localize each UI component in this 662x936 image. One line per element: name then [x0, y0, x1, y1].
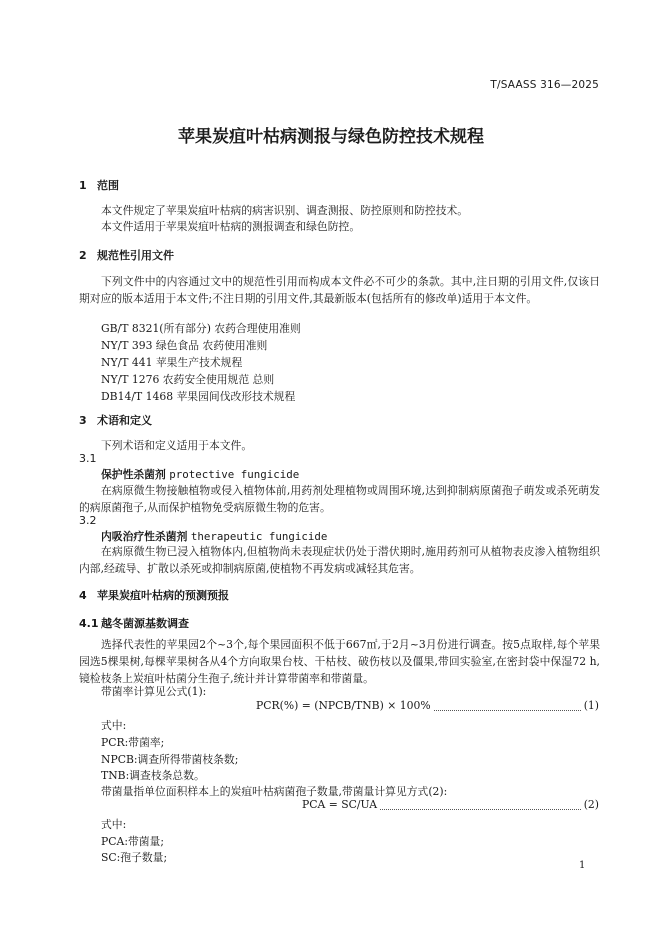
section-title: 苹果炭疽叶枯病的预测预报 — [97, 589, 229, 602]
formula-intro: 带菌量指单位面积样本上的炭疽叶枯病菌孢子数量,带菌量计算见方式(2): — [101, 785, 448, 798]
reference-item: DB14/T 1468 苹果园间伐改形技术规程 — [101, 390, 296, 403]
subsection-number: 4.1 — [79, 617, 99, 630]
formula-2 — [101, 796, 599, 813]
formula-number: (1) — [583, 699, 599, 712]
term-heading — [101, 467, 299, 482]
section-1-heading — [79, 177, 119, 193]
term-number: 3.2 — [79, 514, 97, 527]
section-title: 规范性引用文件 — [97, 249, 174, 262]
subsection-4-1-heading — [79, 615, 189, 631]
formula-intro: 带菌率计算见公式(1): — [101, 685, 207, 698]
term-cn: 内吸治疗性杀菌剂 — [101, 530, 188, 543]
variable-def: NPCB:调查所得带菌枝条数; — [101, 753, 239, 766]
paragraph: 下列术语和定义适用于本文件。 — [101, 439, 253, 452]
variable-def: PCA:带菌量; — [101, 835, 164, 848]
section-title: 术语和定义 — [97, 414, 152, 427]
paragraph: 选择代表性的苹果园2个~3个,每个果园面积不低于667㎡,于2月~3月份进行调查。按5点取样,每个苹果园选5棵果树,每棵苹果树各从4个方向取果台枝、干枯枝、破伤枝以及僵果,带回实验室,在密封袋中保湿72 h,镜检枝条上炭疽叶枯菌分生孢子,统计并计算带菌率和带菌量。 — [79, 638, 600, 685]
reference-item: NY/T 393 绿色食品 农药使用准则 — [101, 339, 268, 352]
variable-def: TNB:调查枝条总数。 — [101, 769, 205, 782]
formula-1 — [101, 697, 599, 714]
section-2-heading — [79, 247, 174, 263]
page-number: 1 — [579, 860, 586, 871]
reference-item: NY/T 441 苹果生产技术规程 — [101, 356, 243, 369]
section-3-heading — [79, 412, 152, 428]
paragraph: 本文件规定了苹果炭疽叶枯病的病害识别、调查测报、防控原则和防控技术。 — [101, 204, 469, 217]
section-number: 1 — [79, 179, 87, 192]
section-number: 2 — [79, 249, 87, 262]
formula-expression: PCR(%) = (NPCB/TNB) × 100% — [256, 699, 431, 712]
formula-number: (2) — [583, 798, 599, 811]
page-title: 苹果炭疽叶枯病测报与绿色防控技术规程 — [178, 127, 484, 147]
term-cn: 保护性杀菌剂 — [101, 468, 166, 481]
section-title: 范围 — [97, 179, 119, 192]
section-number: 3 — [79, 414, 87, 427]
standard-number: T/SAASS 316—2025 — [490, 79, 599, 91]
leader-dots — [434, 700, 581, 711]
term-en: protective fungicide — [169, 468, 300, 481]
reference-item: GB/T 8321(所有部分) 农药合理使用准则 — [101, 322, 301, 335]
paragraph: 本文件适用于苹果炭疽叶枯病的测报调查和绿色防控。 — [101, 220, 361, 233]
where-label: 式中: — [101, 818, 127, 831]
where-label: 式中: — [101, 719, 127, 732]
variable-def: PCR:带菌率; — [101, 736, 165, 749]
term-number: 3.1 — [79, 452, 97, 465]
leader-dots — [380, 799, 581, 810]
term-heading — [101, 529, 327, 544]
paragraph: 下列文件中的内容通过文中的规范性引用而构成本文件必不可少的条款。其中,注日期的引用文件,仅该日期对应的版本适用于本文件;不注日期的引用文件,其最新版本(包括所有的修改单)适用于本文件。 — [79, 275, 600, 305]
variable-def: SC:孢子数量; — [101, 851, 168, 864]
term-definition: 在病原微生物接触植物或侵入植物体前,用药剂处理植物或周围环境,达到抑制病原菌孢子萌发或杀死萌发的病原菌孢子,从而保护植物免受病原微生物的危害。 — [79, 484, 600, 514]
term-definition: 在病原微生物已浸入植物体内,但植物尚未表现症状仍处于潜伏期时,施用药剂可从植物表皮渗入植物组织内部,经疏导、扩散以杀死或抑制病原菌,使植物不再发病或减轻其危害。 — [79, 545, 600, 575]
section-4-heading — [79, 587, 229, 603]
section-number: 4 — [79, 589, 87, 602]
reference-item: NY/T 1276 农药安全使用规范 总则 — [101, 373, 275, 386]
formula-expression: PCA = SC/UA — [302, 798, 378, 811]
term-en: therapeutic fungicide — [190, 530, 328, 543]
subsection-title: 越冬菌源基数调查 — [101, 617, 189, 630]
